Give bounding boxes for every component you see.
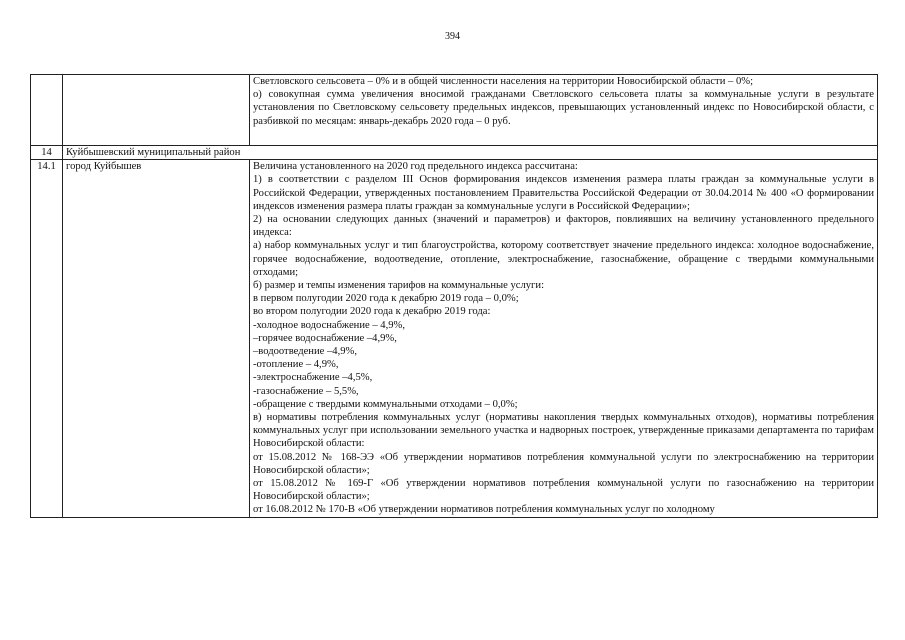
paragraph: от 15.08.2012 № 169-Г «Об утверждении нормативов потребления коммунальной услуги по газоснабжению на территории Новосибирской области»; — [253, 478, 874, 503]
row-number: 14.1 — [31, 160, 63, 517]
paragraph: Светловского сельсовета – 0% и в общей численности населения на территории Новосибирской области – 0%; — [253, 76, 754, 87]
table-row — [31, 160, 878, 517]
section-title: Куйбышевский муниципальный район — [63, 146, 878, 160]
paragraph: в) нормативы потребления коммунальных услуг (нормативы накопления твердых коммунальных отходов), нормативы потребления коммунальных услуг при использовании земельного участка и надворных построек, утвержденные приказами департамента по тарифам Новосибирской области: — [253, 412, 874, 450]
paragraph: -холодное водоснабжение – 4,9%, — [253, 319, 405, 331]
paragraph: в первом полугодии 2020 года к декабрю 2019 года – 0,0%; — [253, 293, 519, 305]
section-row — [31, 146, 878, 160]
row-body-cell — [250, 160, 878, 517]
municipality-name: город Куйбышев — [63, 160, 250, 517]
section-number: 14 — [31, 146, 63, 160]
index-table — [30, 74, 878, 518]
paragraph: о) совокупная сумма увеличения вносимой гражданами Светловского сельсовета платы за коммунальные услуги в результате установления по Светловскому сельсовету предельных индексов, превышающих установленный индекс по Новосибирской области, с разбивкой по месяцам: январь-декабрь 2020 года – 0 руб. — [253, 89, 874, 127]
paragraph: от 16.08.2012 № 170-В «Об утверждении нормативов потребления коммунальных услуг по холодному — [253, 504, 715, 516]
paragraph: -газоснабжение – 5,5%, — [253, 385, 359, 397]
row-body-cell — [250, 75, 878, 146]
paragraph: во втором полугодии 2020 года к декабрю 2019 года: — [253, 306, 491, 318]
paragraph: -электроснабжение –4,5%, — [253, 372, 373, 384]
paragraph: Величина установленного на 2020 год предельного индекса рассчитана: — [253, 161, 578, 173]
paragraph: –горячее водоснабжение –4,9%, — [253, 332, 397, 344]
paragraph: а) набор коммунальных услуг и тип благоустройства, которому соответствует значение предельного индекса: холодное водоснабжение, горячее водоснабжение, водоотведение, отопление, электроснабжение, газоснабжение, обращение с твердыми коммунальными отходами; — [253, 240, 874, 278]
row-name-cell — [63, 75, 250, 146]
row-number-cell — [31, 75, 63, 146]
paragraph: -отопление – 4,9%, — [253, 359, 339, 371]
paragraph: -обращение с твердыми коммунальными отходами – 0,0%; — [253, 398, 518, 410]
paragraph: –водоотведение –4,9%, — [253, 346, 357, 358]
table-row — [31, 75, 878, 146]
paragraph: 1) в соответствии с разделом III Основ формирования индексов изменения размера платы граждан за коммунальные услуги в Российской Федерации, утвержденных постановлением Правительства Российской Федерации от 30.04.2014 № 400 «О формировании индексов изменения размера платы граждан за коммунальные услуги в Российской Федерации»; — [253, 174, 874, 212]
page-number: 394 — [445, 31, 460, 42]
paragraph: б) размер и темпы изменения тарифов на коммунальные услуги: — [253, 280, 545, 292]
paragraph: от 15.08.2012 № 168-ЭЭ «Об утверждении нормативов потребления коммунальной услуги по электроснабжению на территории Новосибирской области»; — [253, 451, 874, 476]
paragraph: 2) на основании следующих данных (значений и параметров) и факторов, повлиявших на величину установленного предельного индекса: — [253, 214, 874, 239]
